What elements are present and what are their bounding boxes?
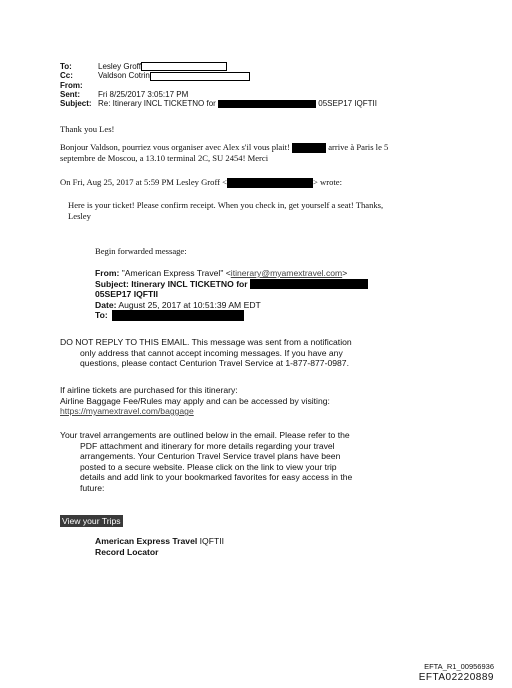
on-fri-wrote: > wrote: xyxy=(313,177,342,187)
travel-line-3: arrangements. Your Centurion Travel Service travel plans have been xyxy=(80,451,341,461)
fwd-to-row xyxy=(95,310,415,321)
travel-paragraph xyxy=(60,430,480,493)
header-sent-row xyxy=(60,90,460,99)
amex-code: IQFTII xyxy=(199,536,224,546)
fwd-date-value: August 25, 2017 at 10:51:39 AM EDT xyxy=(118,299,261,310)
redaction-box xyxy=(150,72,250,81)
fwd-from-email-link[interactable]: itinerary@myamextravel.com xyxy=(230,268,343,278)
fwd-from-label: From: xyxy=(95,268,120,278)
bonjour-paragraph xyxy=(60,142,480,164)
bonjour-text-cont: arrive à Paris le 5 xyxy=(328,142,389,152)
header-from-row xyxy=(60,81,460,90)
airline-line-2: Airline Baggage Fee/Rules may apply and can be accessed by visiting: xyxy=(60,395,330,406)
fwd-from-value: "American Express Travel" < xyxy=(121,268,231,278)
forwarded-begin: Begin forwarded message: xyxy=(95,246,187,256)
quote-line-2: Lesley xyxy=(68,210,91,221)
travel-line-1: Your travel arrangements are outlined below in the email. Please refer to the xyxy=(60,430,350,440)
amex-block xyxy=(95,536,395,557)
fwd-subject-row xyxy=(95,279,415,290)
efta-large: EFTA02220889 xyxy=(418,672,494,683)
fwd-subject-line-2: 05SEP17 IQFTII xyxy=(95,289,159,300)
bonjour-line-2: septembre de Moscou, a 13.10 terminal 2C, SU 2454! Merci xyxy=(60,153,269,164)
amex-name: American Express Travel xyxy=(95,536,198,546)
travel-line-4: posted to a secure website. Please click on the link to view your trip xyxy=(80,461,337,472)
email-header xyxy=(60,62,460,108)
to-label: To: xyxy=(60,62,72,71)
quote-line-1: Here is your ticket! Please confirm receipt. When you check in, get yourself a seat! Thanks, xyxy=(68,200,384,210)
subject-prefix: Re: Itinerary INCL TICKETNO for xyxy=(98,98,216,108)
noreply-line-2: only address that cannot accept incoming messages. If you have any xyxy=(80,347,343,358)
sent-label: Sent: xyxy=(60,89,80,99)
on-fri-line xyxy=(60,177,480,188)
fwd-from-end: > xyxy=(342,268,348,278)
view-trips-button[interactable]: View your Trips xyxy=(62,516,121,526)
airline-line-1: If airline tickets are purchased for this itinerary: xyxy=(60,385,238,395)
forwarded-header xyxy=(95,268,415,321)
from-label: From: xyxy=(60,80,83,90)
header-subject-row xyxy=(60,99,460,108)
cc-label: Cc: xyxy=(60,71,73,81)
airline-paragraph xyxy=(60,385,480,417)
bonjour-text: Bonjour Valdson, pourriez vous organiser avec Alex s'il vous plait! xyxy=(60,142,290,152)
record-locator: Record Locator xyxy=(95,546,159,557)
redaction-box xyxy=(141,62,227,71)
bonjour-line-1 xyxy=(60,142,480,153)
travel-line-6: future: xyxy=(80,482,105,493)
header-cc-row xyxy=(60,71,460,80)
fwd-to-label: To: xyxy=(95,310,108,321)
to-value: Lesley Groff xyxy=(98,62,141,71)
on-fri-text: On Fri, Aug 25, 2017 at 5:59 PM Lesley Groff < xyxy=(60,177,228,187)
redaction-box xyxy=(218,100,316,108)
fwd-subject-label: Subject: xyxy=(95,278,129,289)
fwd-date-label: Date: xyxy=(95,299,117,310)
baggage-link[interactable]: https://myamextravel.com/baggage xyxy=(60,406,194,416)
travel-line-2: PDF attachment and itinerary for more details regarding your travel xyxy=(80,440,335,451)
noreply-line-3: questions, please contact Centurion Travel Service at 1-877-877-0987. xyxy=(80,358,349,368)
noreply-line-1: DO NOT REPLY TO THIS EMAIL. This message was sent from a notification xyxy=(60,337,352,347)
noreply-paragraph xyxy=(60,337,480,369)
header-to-row xyxy=(60,62,460,71)
cc-value: Valdson Cotrin xyxy=(98,71,150,81)
redaction-box xyxy=(292,143,326,153)
quoted-message xyxy=(68,200,488,221)
subject-label: Subject: xyxy=(60,98,92,108)
sent-value: Fri 8/25/2017 3:05:17 PM xyxy=(98,89,189,99)
fwd-date-row xyxy=(95,300,415,311)
amex-row xyxy=(95,536,395,547)
view-trips-button-wrap xyxy=(60,511,123,529)
efta-small: EFTA_R1_00956936 xyxy=(424,662,494,671)
thanks-line: Thank you Les! xyxy=(60,124,115,134)
fwd-from-row xyxy=(95,268,415,279)
redaction-box xyxy=(250,279,368,289)
redaction-box xyxy=(112,310,244,321)
subject-suffix: 05SEP17 IQFTII xyxy=(318,98,377,108)
fwd-subject-value: Itinerary INCL TICKETNO for xyxy=(131,278,248,289)
redaction-box xyxy=(227,178,313,188)
travel-line-5: details and add link to your bookmarked favorites for easy access in the xyxy=(80,472,353,482)
